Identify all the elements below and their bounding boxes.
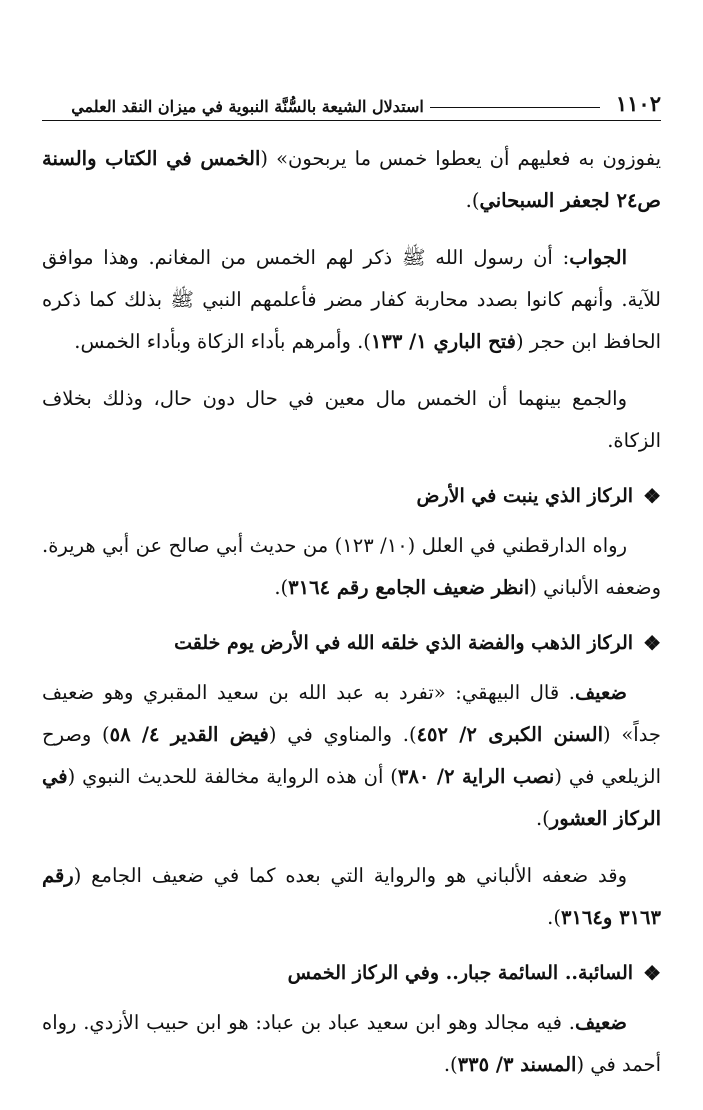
- text: ) أن هذه الرواية مخالفة للحديث النبوي (: [67, 765, 398, 788]
- text: ). والمناوي في (: [268, 723, 417, 746]
- paragraph-1: [42, 138, 661, 222]
- text: يفوزون به فعليهم أن يعطوا خمس ما يربحون» (: [260, 147, 662, 170]
- text: ). وأمرهم بأداء الزكاة وبأداء الخمس.: [74, 330, 371, 353]
- citation: فتح الباري ١/ ١٣٣: [370, 330, 516, 353]
- page-number: ١١٠٢: [615, 91, 661, 116]
- citation: انظر ضعيف الجامع رقم ٣١٦٤: [288, 576, 530, 599]
- citation: السنن الكبرى ٢/ ٤٥٢: [416, 723, 604, 746]
- page-header: [42, 80, 661, 121]
- citation: فيض القدير ٤/ ٥٨: [109, 723, 269, 746]
- section-heading-3: [42, 954, 661, 992]
- citation: نصب الراية ٢/ ٣٨٠: [397, 765, 555, 788]
- page-body: [42, 138, 662, 1076]
- text: : أن رسول الله ﷺ ذكر لهم الخمس من المغانم. وهذا موافق للآية. وأنهم كانوا بصدد محاربة كفار مضر فأعلمهم النبي ﷺ بذلك كما ذكره الحافظ ابن حجر (: [42, 246, 661, 353]
- text: والجمع بينهما أن الخمس مال معين في حال دون حال، وذلك بخلاف الزكاة.: [42, 387, 661, 452]
- heading-text: الركاز الذي ينبت في الأرض: [416, 485, 634, 507]
- text: ).: [465, 189, 480, 212]
- text: . قال البيهقي: «تفرد به عبد الله بن سعيد المقبري وهو ضعيف جداً» (: [42, 681, 661, 746]
- text: ) وصرح الزيلعي في (: [42, 723, 661, 788]
- citation: المسند ٣/ ٣٣٥: [457, 1053, 577, 1076]
- diamond-bullet-icon: ❖: [643, 631, 661, 655]
- section-heading-2: [42, 624, 661, 662]
- paragraph-answer: [42, 237, 661, 363]
- lead-word: ضعيف: [574, 681, 627, 704]
- text: ).: [274, 576, 289, 599]
- heading-text: السائبة.. السائمة جبار.. وفي الركاز الخمس: [287, 962, 634, 984]
- paragraph-7: [42, 1002, 661, 1086]
- section-heading-1: [42, 477, 661, 515]
- heading-text: الركاز الذهب والفضة الذي خلقه الله في الأرض يوم خلقت: [174, 632, 634, 654]
- lead-word: الجواب: [569, 246, 627, 269]
- paragraph-5: [42, 672, 661, 840]
- diamond-bullet-icon: ❖: [643, 961, 661, 985]
- lead-word: ضعيف: [574, 1011, 627, 1034]
- paragraph-4: [42, 525, 661, 609]
- citation: في الركاز العشور: [42, 765, 661, 830]
- text: ).: [443, 1053, 458, 1076]
- diamond-bullet-icon: ❖: [643, 484, 661, 508]
- citation: رقم ٣١٦٣ و٣١٦٤: [42, 864, 661, 929]
- running-title: استدلال الشيعة بالسُّنَّة النبوية في ميزان النقد العلمي: [71, 97, 424, 116]
- text: ).: [535, 807, 550, 830]
- header-rule: [430, 107, 600, 108]
- paragraph-6: [42, 855, 661, 939]
- text: وقد ضعفه الألباني هو والرواية التي بعده كما في ضعيف الجامع (: [73, 864, 627, 887]
- text: ).: [547, 906, 561, 929]
- paragraph-3: [42, 378, 661, 462]
- text: . فيه مجالد وهو ابن سعيد عباد بن عباد: هو ابن حبيب الأزدي. رواه أحمد في (: [42, 1011, 661, 1076]
- text: رواه الدارقطني في العلل (١٠/ ١٢٣) من حديث أبي صالح عن أبي هريرة. وضعفه الألباني (: [42, 534, 661, 599]
- citation: الخمس في الكتاب والسنة ص٢٤ لجعفر السبحاني: [42, 147, 661, 212]
